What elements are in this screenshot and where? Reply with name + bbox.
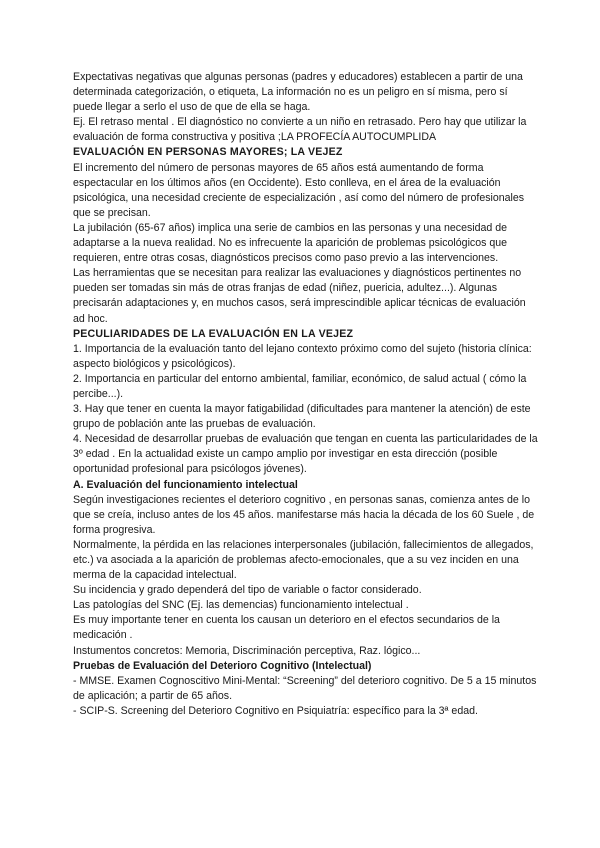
paragraph: Instumentos concretos: Memoria, Discriminación perceptiva, Raz. lógico... xyxy=(73,644,421,657)
pruebas-list xyxy=(73,674,538,719)
intro-example-paragraph: Ej. El retraso mental . El diagnóstico no convierte a un niño en retrasado. Pero hay que utilizar la evaluación de forma constructiva y positiva ;LA PROFECÍA AUTOCUMPLIDA xyxy=(73,116,527,144)
section-heading-pruebas-deterioro: Pruebas de Evaluación del Deterioro Cognitivo (Intelectual) xyxy=(73,659,372,672)
paragraph: Las herramientas que se necesitan para realizar las evaluaciones y diagnósticos pertinentes no pueden ser tomadas sin más de otras franjas de edad (niñez, puericia, adultez...). Algunas precisarán adaptaciones y, en muchos casos, será imprescindible aplicar técnicas de evaluación ad hoc. xyxy=(73,267,526,325)
paragraph: Normalmente, la pérdida en las relaciones interpersonales (jubilación, fallecimientos de allegados, etc.) va asociada a la aparición de problemas afecto-emocionales, que a su vez inciden en una merma de la capacidad intelectual. xyxy=(73,538,534,582)
paragraph: La jubilación (65-67 años) implica una serie de cambios en las personas y una necesidad de adaptarse a la nueva realidad. No es infrecuente la aparición de problemas psicológicos que requieren, entre otras cosas, diagnósticos precisos como paso previo a las intervenciones. xyxy=(73,221,508,265)
intro-block xyxy=(73,70,538,145)
paragraph: Su incidencia y grado dependerá del tipo de variable o factor considerado. xyxy=(73,584,422,597)
peculiaridades-list xyxy=(73,342,538,478)
document-page xyxy=(73,70,538,719)
section-heading-funcionamiento-intelectual: A. Evaluación del funcionamiento intelectual xyxy=(73,478,298,491)
list-item: 2. Importancia en particular del entorno ambiental, familiar, económico, de salud actual ( cómo la percibe...). xyxy=(73,372,527,400)
paragraph: Según investigaciones recientes el deterioro cognitivo , en personas sanas, comienza antes de lo que se creía, incluso antes de los 45 años. manifestarse más hacia la década de los 60 Suele , de forma progresiva. xyxy=(73,493,535,536)
section-heading-peculiaridades: PECULIARIDADES DE LA EVALUACIÓN EN LA VEJEZ xyxy=(73,327,354,340)
section-vejez-body xyxy=(73,161,538,327)
list-item: 4. Necesidad de desarrollar pruebas de evaluación que tengan en cuenta las particularidades de la 3º edad . En la actualidad existe un campo amplio por investigar en esta dirección (posible oportunidad profesional para psicólogos jóvenes). xyxy=(73,433,538,476)
paragraph: El incremento del número de personas mayores de 65 años está aumentando de forma espectacular en los últimos años (en Occidente). Esto conlleva, en el área de la evaluación psicológica, una necesidad creciente de especialización , así como del número de profesionales que se precisan. xyxy=(73,161,525,219)
section-heading-vejez: EVALUACIÓN EN PERSONAS MAYORES; LA VEJEZ xyxy=(73,146,343,159)
paragraph: Es muy importante tener en cuenta los causan un deterioro en el efectos secundarios de la medicación . xyxy=(73,614,500,642)
paragraph: Las patologías del SNC (Ej. las demencias) funcionamiento intelectual . xyxy=(73,599,409,612)
intro-paragraph: Expectativas negativas que algunas personas (padres y educadores) establecen a partir de una determinada categorización, o etiqueta, La información no es un peligro en sí misma, pero sí puede llegar a serlo el uso de que de ella se haga. xyxy=(73,71,523,114)
list-item: - MMSE. Examen Cognoscitivo Mini-Mental: “Screening” del deterioro cognitivo. De 5 a 15 minutos de aplicación; a partir de 65 años. xyxy=(73,674,537,702)
list-item: 1. Importancia de la evaluación tanto del lejano contexto próximo como del sujeto (historia clínica: aspecto biológicos y psicológicos). xyxy=(73,342,532,370)
funcionamiento-intelectual-body xyxy=(73,493,538,659)
list-item: - SCIP-S. Screening del Deterioro Cognitivo en Psiquiatría: específico para la 3ª edad. xyxy=(73,704,478,717)
list-item: 3. Hay que tener en cuenta la mayor fatigabilidad (dificultades para mantener la atención) de este grupo de población ante las pruebas de evaluación. xyxy=(73,403,531,431)
